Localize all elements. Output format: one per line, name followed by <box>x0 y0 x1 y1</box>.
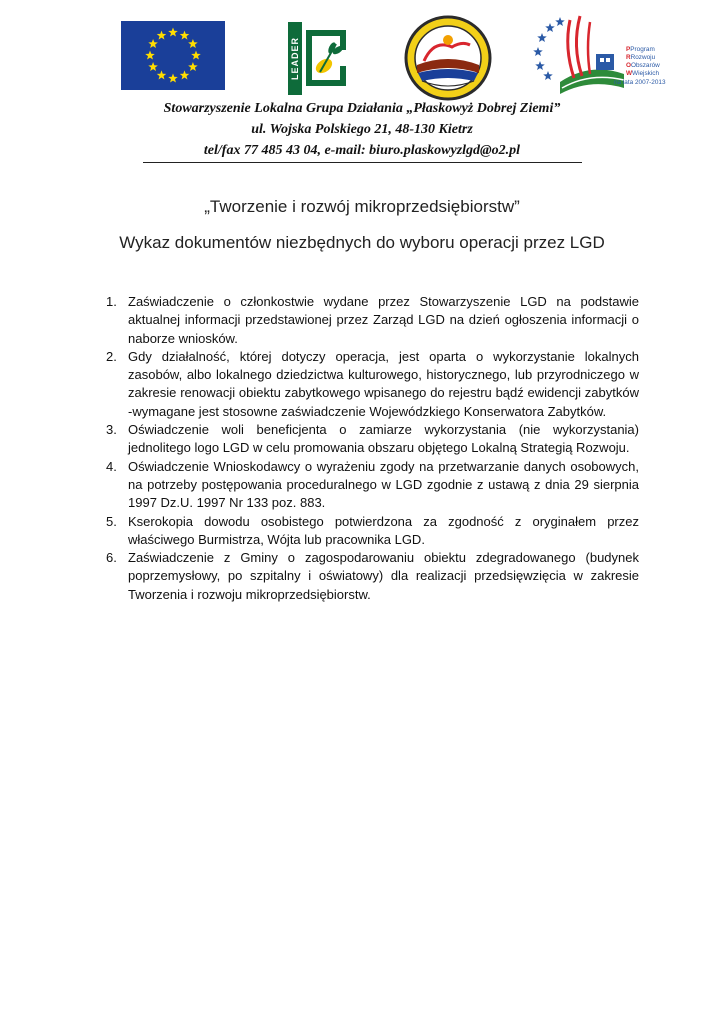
svg-text:LEADER: LEADER <box>290 36 300 80</box>
item-number: 5. <box>106 513 117 529</box>
item-number: 2. <box>106 348 117 364</box>
list-item <box>106 421 639 458</box>
item-text: Kserokopia dowodu osobistego potwierdzona za zgodność z oryginałem przez właściwego Burmistrza, Wójta lub pracownika LGD. <box>128 513 639 547</box>
prow-star-icon <box>543 71 553 80</box>
plaskowyz-dobrej-ziemi-logo <box>404 15 492 101</box>
letterhead <box>100 98 624 161</box>
item-text: Zaświadczenie z Gminy o zagospodarowaniu obiektu zdegradowanego (budynek poprzemysłowy, po szpitalny i oświatowy) dla realizacji przedsięwzięcia w zakresie Tworzenia i rozwoju mikroprzedsiębiorstw. <box>128 550 639 602</box>
organization-address: ul. Wojska Polskiego 21, 48-130 Kietrz <box>251 122 473 137</box>
organization-name: Stowarzyszenie Lokalna Grupa Działania „Płaskowyż Dobrej Ziemi” <box>163 101 561 116</box>
item-text: Oświadczenie Wnioskodawcy o wyrażeniu zgody na przetwarzanie danych osobowych, na potrzeby postępowania proceduralnego w LGD zgodnie z ustawą z dnia 29 sierpnia 1997 Dz.U. 1997 Nr 133 poz. 883. <box>128 458 639 511</box>
leader-logo <box>288 22 350 95</box>
organization-contact: tel/fax 77 485 43 04, e-mail: biuro.plaskowyzlgd@o2.pl <box>203 143 521 158</box>
prow-years: na lata 2007-2013 <box>614 79 666 86</box>
item-number: 1. <box>106 294 117 309</box>
list-item <box>106 293 639 348</box>
header-divider <box>143 162 582 163</box>
item-number: 4. <box>106 458 117 474</box>
list-item <box>106 348 639 421</box>
prow-star-icon <box>555 17 565 26</box>
item-text: Gdy działalność, której dotyczy operacja, jest oparta o wykorzystanie lokalnych zasobów, albo lokalnego dziedzictwa kulturowego, historycznego, lub przyrodniczego w zakresie renowacji obiektu zabytkowego wpisanego do rejestru bądź ewidencji zabytków -wymagane jest stosowne zaświadczenie Wojewódzkiego Konserwatora Zabytków. <box>128 348 639 419</box>
prow-label-2: Rozwoju <box>630 54 656 61</box>
documents-list <box>106 293 639 604</box>
document-subtitle: Wykaz dokumentów niezbędnych do wyboru operacji przez LGD <box>119 233 605 252</box>
list-item <box>106 513 639 550</box>
prow-star-icon <box>535 61 545 70</box>
document-title: „Tworzenie i rozwój mikroprzedsiębiorstw” <box>204 197 520 216</box>
item-number: 6. <box>106 550 117 566</box>
eu-flag-logo <box>121 21 225 90</box>
prow-star-icon <box>545 23 555 32</box>
prow-label-3: Obszarów <box>630 62 660 69</box>
list-item <box>106 549 639 604</box>
item-text: Oświadczenie woli beneficjenta o zamiarze wykorzystania (nie wykorzystania) jednolitego logo LGD w celu promowania obszaru objętego Lokalną Strategią Rozwoju. <box>128 422 639 456</box>
prow-logo <box>530 8 672 96</box>
prow-label-4: Wiejskich <box>632 70 660 77</box>
item-text: Zaświadczenie o członkostwie wydane przez Stowarzyszenie LGD na podstawie aktualnej informacji przedstawionej przez Zarząd LGD na dzień ogłoszenia informacji o naborze wniosków. <box>128 294 639 346</box>
prow-label-1: Program <box>630 46 655 53</box>
list-item <box>106 458 639 513</box>
item-number: 3. <box>106 422 117 438</box>
prow-name: PProgram RRozwoju OObszarów WWiejskich <box>626 46 660 77</box>
prow-star-icon <box>537 33 547 42</box>
prow-star-icon <box>533 47 543 56</box>
